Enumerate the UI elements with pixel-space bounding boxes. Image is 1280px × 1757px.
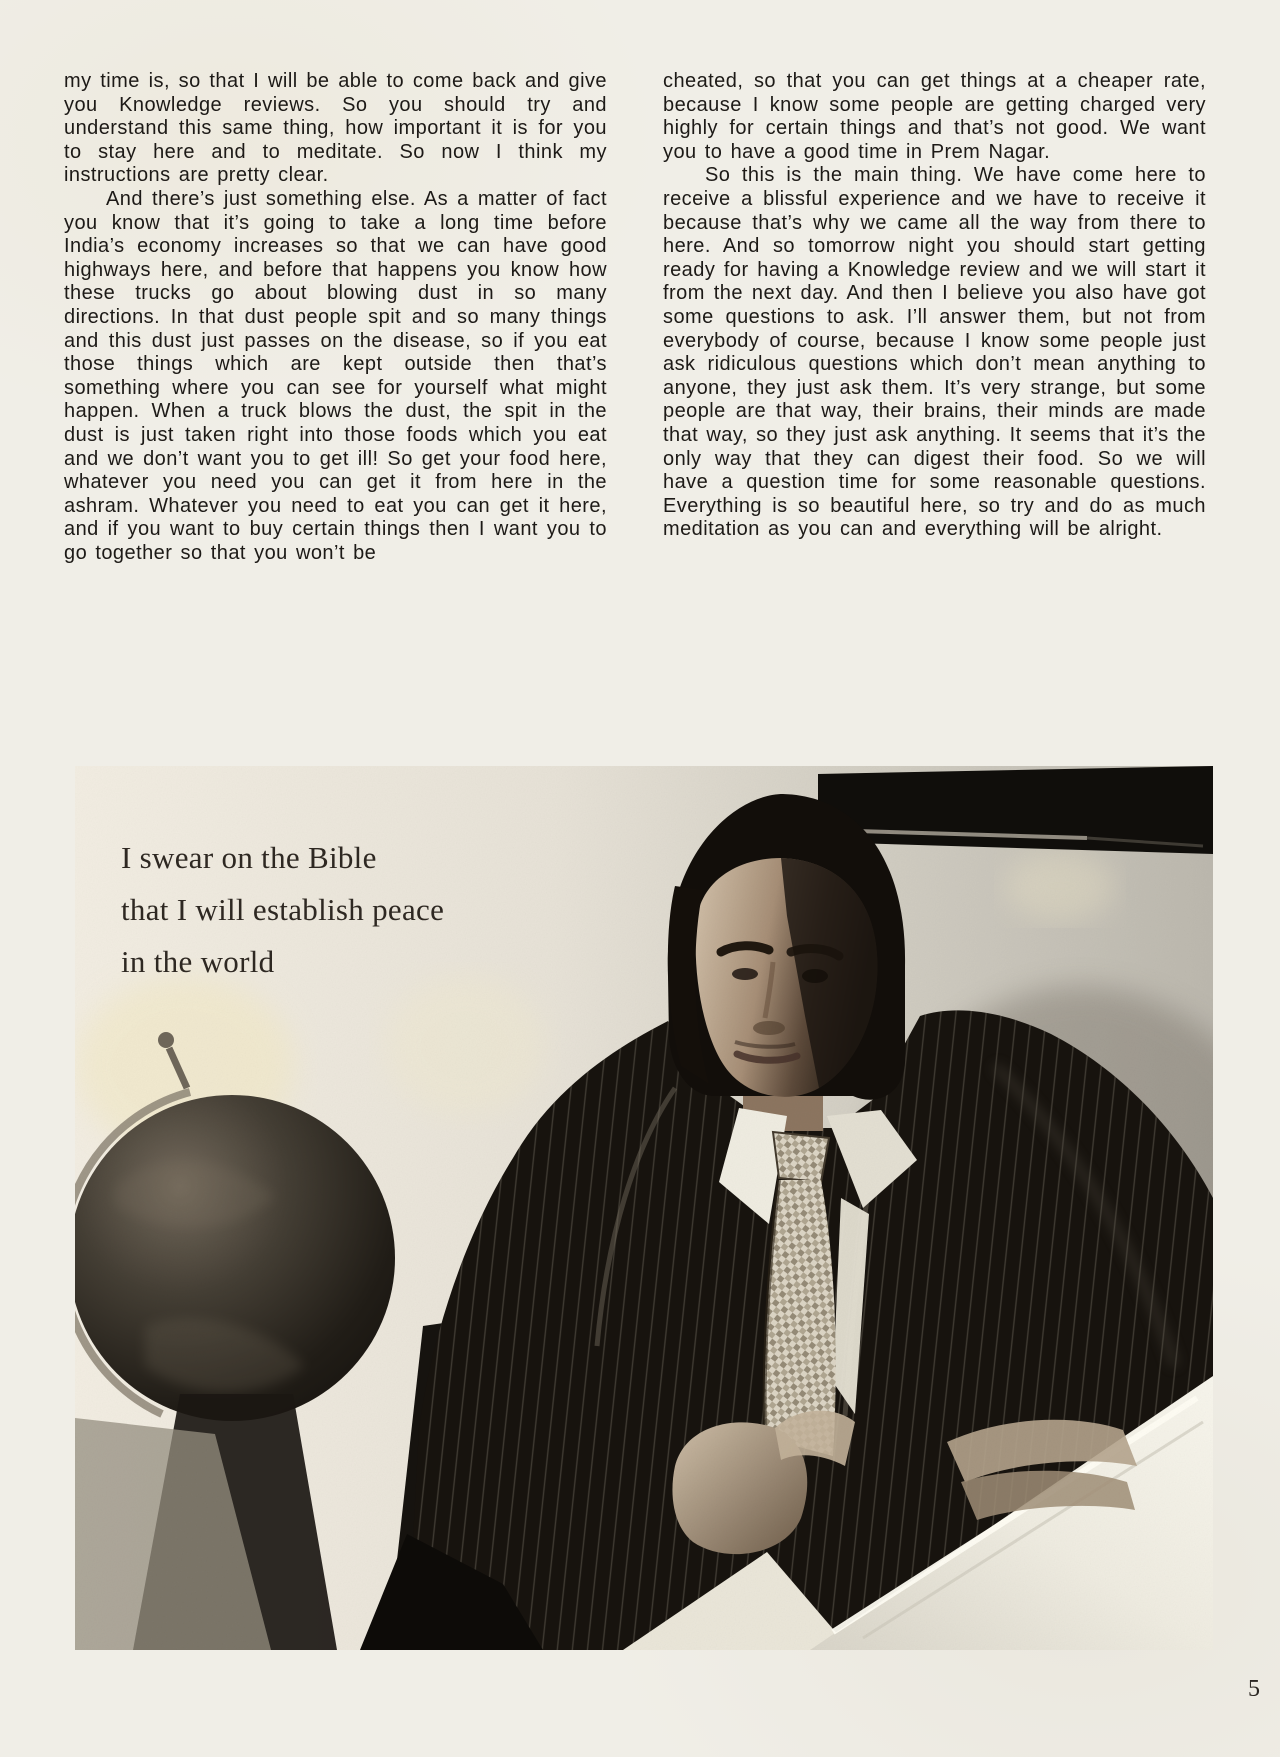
paragraph: my time is, so that I will be able to come back and give you Knowledge reviews. So you should try and understand this same thing, how important it is for you to stay here and to meditate. So now I think my instructions are pretty clear.: [64, 70, 607, 187]
paragraph: So this is the main thing. We have come here to receive a blissful experience and we have to receive it because that’s why we came all the way from there to here. And so tomorrow night you should start getting ready for having a Knowledge review and we will start it from the next day. And then I believe you also have got some questions to ask. I’ll answer them, but not from everybody of course, because I know some people just ask ridiculous questions which don’t mean anything to anyone, they just ask them. It’s very strange, but some people are that way, their brains, their minds are made that way, so they just ask anything. It seems that it’s the only way that they can digest their food. So we will have a question time for some reasonable questions. Everything is so beautiful here, so try and do as much meditation as you can and everything will be alright.: [663, 164, 1206, 541]
photo-figure: [75, 766, 1213, 1650]
caption-line-2: that I will establish peace: [121, 892, 445, 927]
page-number: 5: [1248, 1676, 1260, 1702]
caption-line-3: in the world: [121, 944, 275, 979]
paragraph: And there’s just something else. As a matter of fact you know that it’s going to take a long time before India’s economy increases so that we can have good highways here, and before that happens you know how these trucks go about blowing dust in so many directions. In that dust people spit and so many things and this dust just passes on the disease, so if you eat those things which are kept outside then that’s something where you can see for yourself what might happen. When a truck blows the dust, the spit in the dust is just taken right into those foods which you eat and we don’t want you to get ill! So get your food here, whatever you need you can get it from here in the ashram. Whatever you need to eat you can get it here, and if you want to buy certain things then I want you to go together so that you won’t be: [64, 187, 607, 564]
article-column-left: [64, 70, 607, 565]
photo-caption: [121, 832, 444, 988]
article-column-right: [663, 70, 1206, 542]
paragraph: cheated, so that you can get things at a cheaper rate, because I know some people are getting charged very highly for certain things and that’s not good. We want you to have a good time in Prem Nagar.: [663, 70, 1206, 163]
caption-line-1: I swear on the Bible: [121, 840, 377, 875]
